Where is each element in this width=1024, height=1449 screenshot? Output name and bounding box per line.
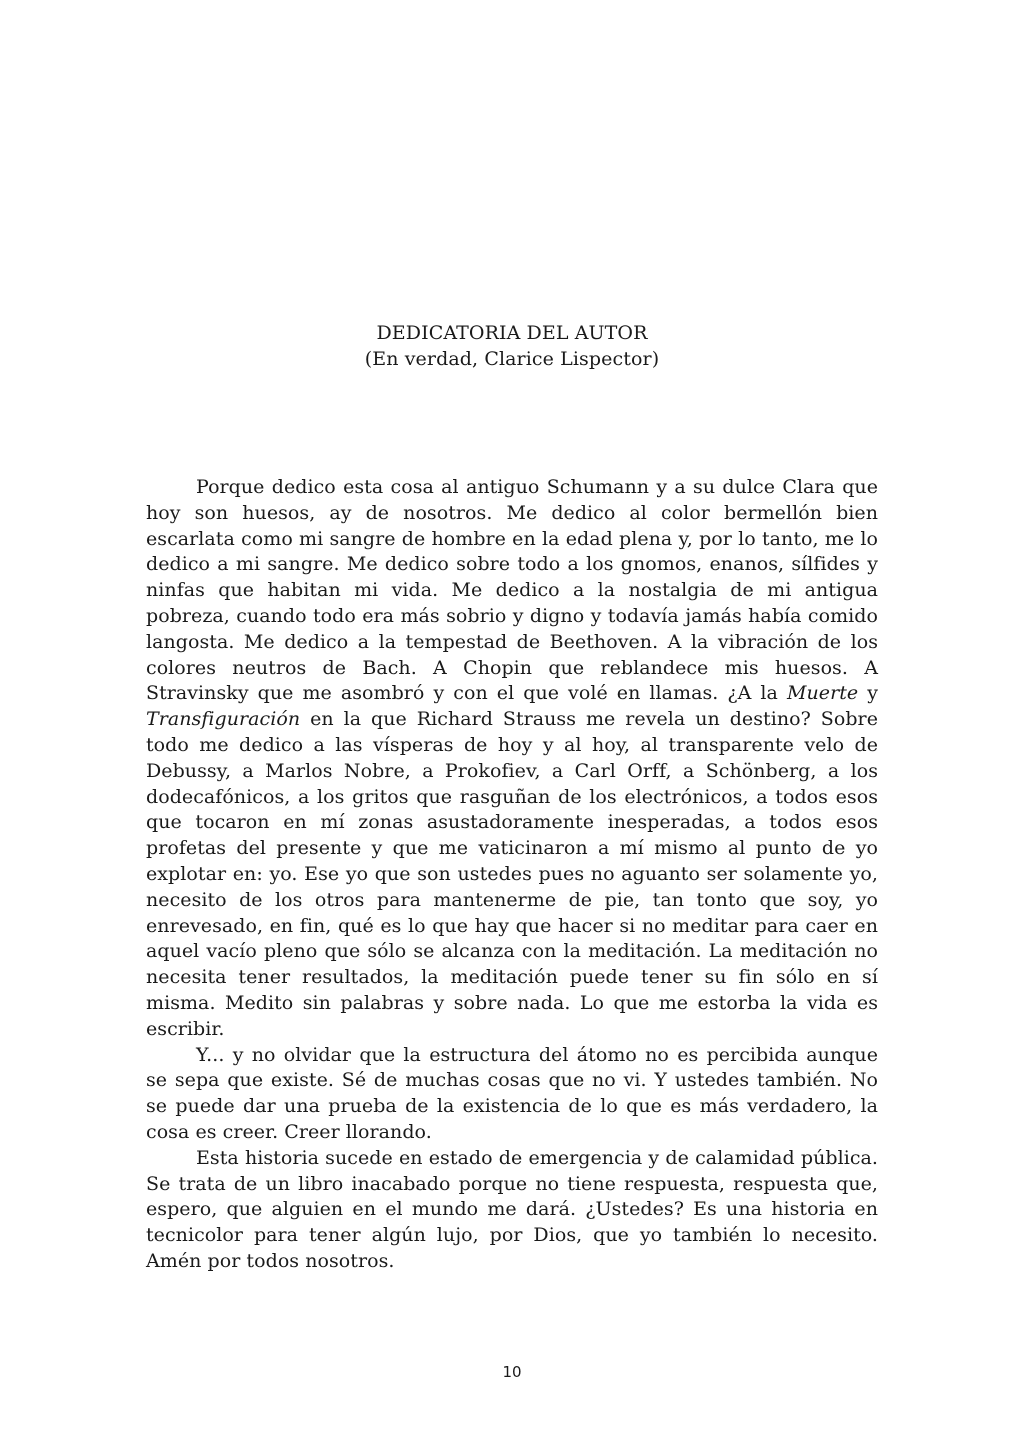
italic-transfiguracion: Transfiguración [146,708,301,731]
dedication-heading [0,320,1024,372]
dedication-title: DEDICATORIA DEL AUTOR [376,322,648,344]
paragraph-1 [146,475,878,1043]
paragraph-1-text-b: y [858,682,879,705]
paragraph-3: Esta historia sucede en estado de emergencia y de calamidad pública. Se trata de un libro inacabado porque no tiene respuesta, respuesta que, espero, que alguien en el mundo me dará. ¿Ustedes? Es una historia en tecnicolor para tener algún lujo, por Dios, que yo también lo necesito. Amén por todos nosotros. [146,1146,878,1272]
paragraph-1-text-c: en la que Richard Strauss me revela un destino? Sobre todo me dedico a las vísperas de hoy y al hoy, al transparente velo de Debussy, a Marlos Nobre, a Prokofiev, a Carl Orff, a Schönberg, a los dodecafónicos, a los gritos que rasguñan de los electrónicos, a todos esos que tocaron en mí zonas asustadoramente inesperadas, a todos esos profetas del presente y que me vaticinaron a mí mismo al punto de yo explotar en: yo. Ese yo que son ustedes pues no aguanto ser solamente yo, necesito de los otros para mantenerme de pie, tan tonto que soy, yo enrevesado, en fin, qué es lo que hay que hacer si no meditar para caer en aquel vacío pleno que sólo se alcanza con la meditación. La meditación no necesita tener resultados, la meditación puede tener su fin sólo en sí misma. Medito sin palabras y sobre nada. Lo que me estorba la vida es escribir. [146,708,878,1040]
page-number: 10 [502,1363,522,1381]
italic-muerte: Muerte [786,682,859,705]
paragraph-2: Y... y no olvidar que la estructura del átomo no es percibida aunque se sepa que existe. Sé de muchas cosas que no vi. Y ustedes también. No se puede dar una prueba de la existencia de lo que es más verdadero, la cosa es creer. Creer llorando. [146,1043,878,1143]
dedication-body [146,475,878,1275]
paragraph-1-text-a: Porque dedico esta cosa al antiguo Schumann y a su dulce Clara que hoy son huesos, ay de nosotros. Me dedico al color bermellón bien escarlata como mi sangre de hombre en la edad plena y, por lo tanto, me lo dedico a mi sangre. Me dedico sobre todo a los gnomos, enanos, sílfides y ninfas que habitan mi vida. Me dedico a la nostalgia de mi antigua pobreza, cuando todo era más sobrio y digno y todavía jamás había comido langosta. Me dedico a la tempestad de Beethoven. A la vibración de los colores neutros de Bach. A Chopin que reblandece mis huesos. A Stravinsky que me asombró y con el que volé en llamas. ¿A la [146,476,878,705]
dedication-subtitle: (En verdad, Clarice Lispector) [364,348,660,370]
